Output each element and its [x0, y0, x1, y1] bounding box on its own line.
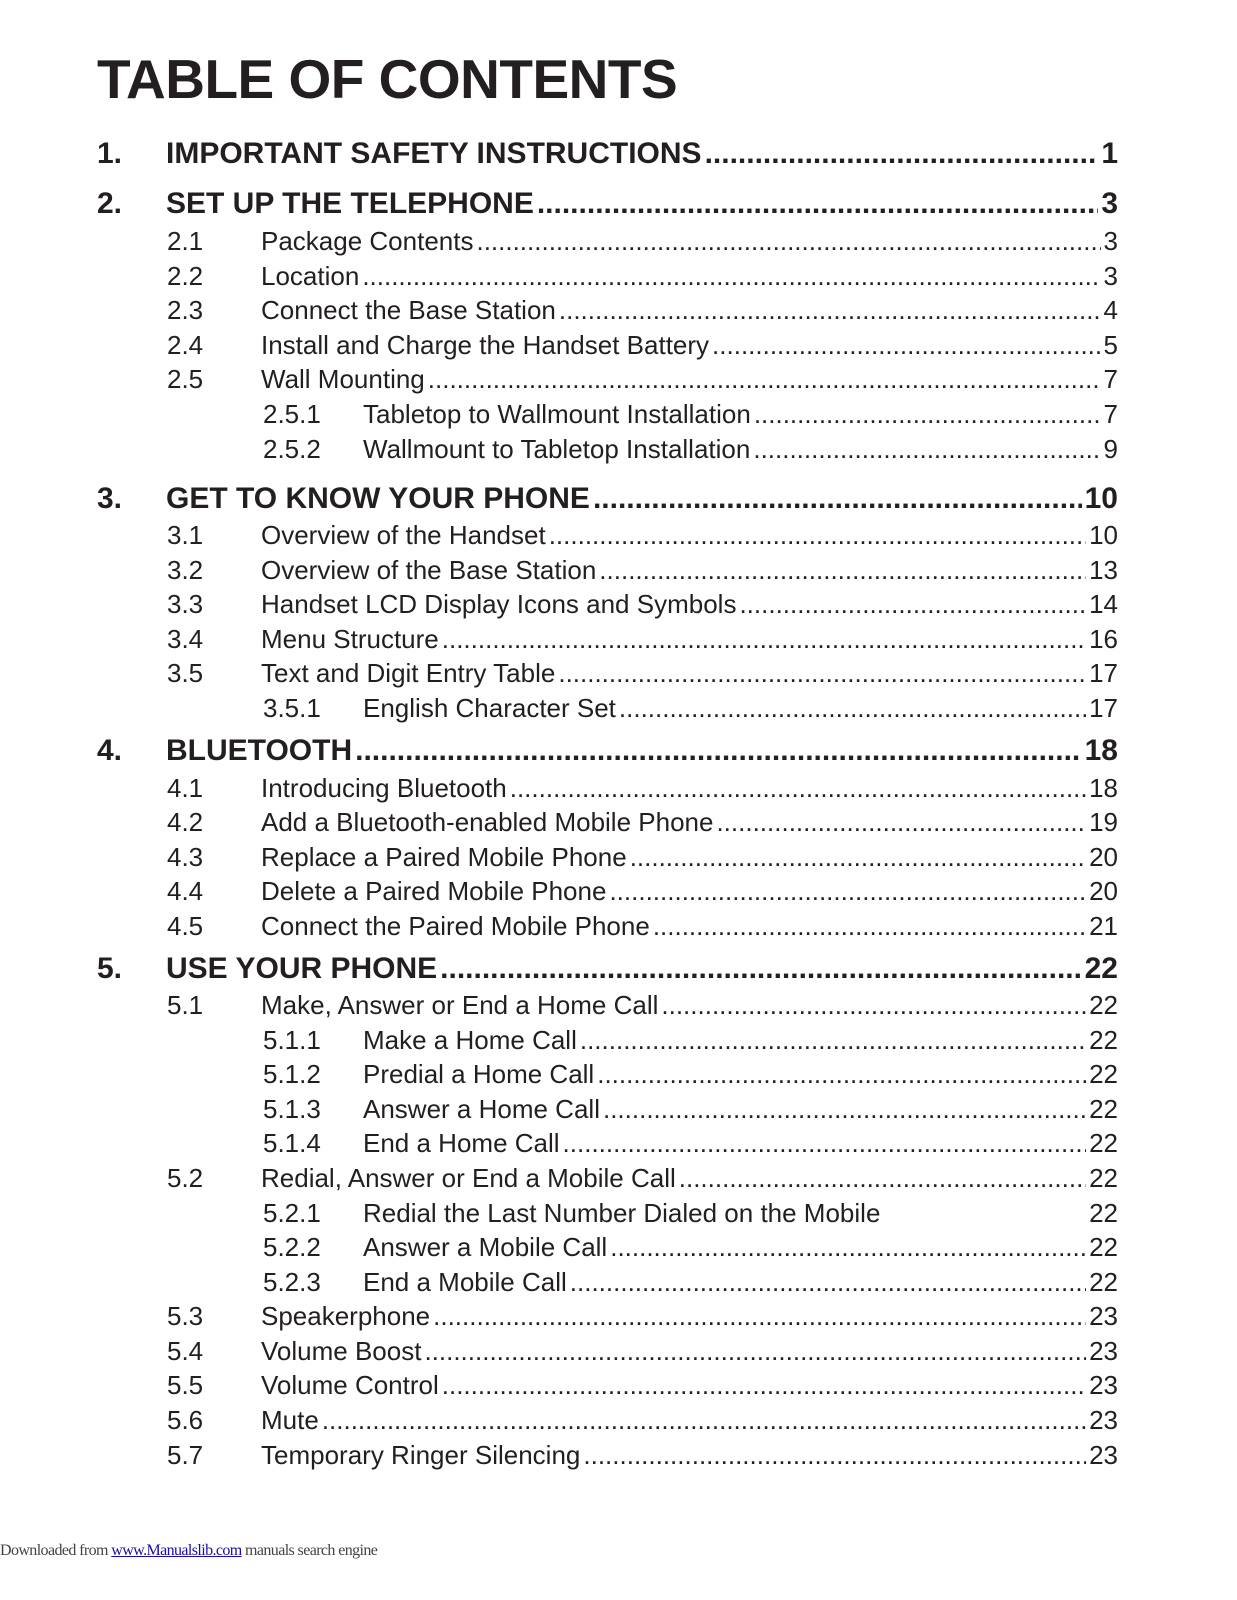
toc-entry-number: 3.3 [167, 589, 204, 619]
manualslib-link[interactable]: www.Manualslib.com [111, 1542, 242, 1559]
toc-entry-page: 23 [1089, 1440, 1118, 1470]
toc-entry-label: GET TO KNOW YOUR PHONE [166, 482, 590, 515]
toc-entry-3-5[interactable] [167, 658, 1118, 692]
toc-entry-label: Overview of the Base Station [261, 555, 597, 585]
toc-entry-label: Wallmount to Tabletop Installation [363, 434, 751, 464]
toc-entry-2-5-1[interactable] [263, 399, 1118, 433]
toc-entry-number: 5.4 [167, 1336, 204, 1366]
toc-entry-label: Mute [261, 1405, 319, 1435]
toc-entry-number: 5.3 [167, 1301, 204, 1331]
toc-entry-5-7[interactable] [167, 1440, 1118, 1474]
toc-entry-page: 17 [1089, 658, 1118, 688]
toc-entry-page: 1 [1101, 137, 1118, 170]
toc-leader-dots [599, 555, 1086, 586]
toc-entry-label: Location [261, 261, 360, 291]
toc-entry-number: 4.3 [167, 842, 204, 872]
toc-leader-dots [739, 589, 1086, 620]
toc-leader-dots [558, 658, 1086, 689]
toc-entry-label: Volume Boost [261, 1336, 422, 1366]
toc-entry-label: Temporary Ringer Silencing [261, 1440, 581, 1470]
toc-leader-dots [433, 1301, 1086, 1332]
toc-entry-number: 5.1 [167, 990, 204, 1020]
toc-entry-page: 20 [1089, 842, 1118, 872]
toc-entry-label: Tabletop to Wallmount Installation [363, 399, 751, 429]
toc-entry-label: Predial a Home Call [363, 1059, 595, 1089]
toc-entry-5-2-2[interactable] [263, 1232, 1118, 1266]
toc-leader-dots [712, 330, 1100, 361]
toc-entry-4-1[interactable] [167, 773, 1118, 807]
toc-entry-2-5-2[interactable] [263, 434, 1118, 468]
toc-entry-page: 3 [1101, 187, 1118, 220]
toc-leader-dots [679, 1163, 1086, 1194]
toc-entry-number: 3.5.1 [263, 693, 321, 723]
toc-entry-label: English Character Set [363, 693, 616, 723]
toc-entry-page: 21 [1089, 911, 1118, 941]
toc-entry-label: Answer a Mobile Call [363, 1232, 608, 1262]
toc-entry-label: End a Home Call [363, 1128, 560, 1158]
toc-entry-2-1[interactable] [167, 226, 1118, 260]
toc-entry-2-5[interactable] [167, 364, 1118, 398]
toc-entry-number: 2.4 [167, 330, 204, 360]
toc-entry-2-2[interactable] [167, 261, 1118, 295]
toc-entry-4-5[interactable] [167, 911, 1118, 945]
toc-entry-label: Redial the Last Number Dialed on the Mobile [363, 1198, 881, 1228]
toc-entry-page: 16 [1089, 624, 1118, 654]
toc-entry-page: 20 [1089, 876, 1118, 906]
toc-entry-page: 3 [1103, 261, 1118, 291]
toc-leader-dots [653, 911, 1086, 942]
toc-entry-label: Delete a Paired Mobile Phone [261, 876, 607, 906]
toc-leader-dots [753, 434, 1100, 465]
toc-leader-dots [630, 842, 1086, 873]
toc-leader-dots [580, 1025, 1086, 1056]
toc-entry-page: 22 [1084, 952, 1118, 985]
toc-entry-label: Add a Bluetooth-enabled Mobile Phone [261, 807, 714, 837]
toc-leader-dots [754, 399, 1101, 430]
toc-leader-dots [440, 952, 1081, 986]
toc-entry-number: 4.5 [167, 911, 204, 941]
toc-entry-label: Overview of the Handset [261, 520, 546, 550]
toc-entry-number: 5. [97, 952, 123, 985]
toc-leader-dots [322, 1405, 1086, 1436]
toc-entry-label: Handset LCD Display Icons and Symbols [261, 589, 737, 619]
toc-entry-label: Make, Answer or End a Home Call [261, 990, 659, 1020]
toc-entry-number: 1. [97, 137, 123, 170]
toc-entry-5-6[interactable] [167, 1405, 1118, 1439]
toc-entry-number: 2.1 [167, 226, 204, 256]
footer [0, 1542, 377, 1560]
toc-entry-number: 2.2 [167, 261, 204, 291]
toc-entry-4-4[interactable] [167, 876, 1118, 910]
toc-entry-page: 7 [1103, 399, 1118, 429]
toc-entry-3-5-1[interactable] [263, 693, 1118, 727]
toc-entry-5-3[interactable] [167, 1301, 1118, 1335]
toc-leader-dots [603, 1094, 1086, 1125]
toc-leader-dots [355, 734, 1082, 768]
toc-entry-number: 5.2.2 [263, 1232, 321, 1262]
toc-entry-number: 5.2.1 [263, 1198, 321, 1228]
page-title: TABLE OF CONTENTS [97, 48, 678, 110]
toc-leader-dots [442, 1370, 1086, 1401]
toc-entry-label: SET UP THE TELEPHONE [166, 187, 534, 220]
toc-entry-page: 22 [1089, 1025, 1118, 1055]
toc-entry-number: 4. [97, 734, 123, 767]
toc-leader-dots [537, 187, 1098, 221]
toc-entry-page: 22 [1089, 1128, 1118, 1158]
toc-entry-page: 9 [1103, 434, 1118, 464]
toc-leader-dots [428, 364, 1101, 395]
toc-entry-3-2[interactable] [167, 555, 1118, 589]
toc-entry-page: 22 [1089, 1094, 1118, 1124]
toc-entry-5-1-3[interactable] [263, 1094, 1118, 1128]
toc-entry-page: 10 [1084, 482, 1118, 515]
toc-leader-dots [610, 1232, 1086, 1263]
toc-entry-4-3[interactable] [167, 842, 1118, 876]
toc-entry-label: USE YOUR PHONE [166, 952, 438, 985]
toc-entry-5-1-1[interactable] [263, 1025, 1118, 1059]
toc-leader-dots [570, 1267, 1086, 1298]
toc-entry-page: 18 [1084, 734, 1118, 767]
toc-entry-number: 2.3 [167, 295, 204, 325]
toc-entry-number: 5.1.2 [263, 1059, 321, 1089]
toc-entry-page: 14 [1089, 589, 1118, 619]
toc-leader-dots [559, 295, 1101, 326]
footer-prefix: Downloaded from [0, 1542, 112, 1559]
toc-entry-number: 5.1.4 [263, 1128, 321, 1158]
toc-entry-number: 2. [97, 187, 123, 220]
toc-entry-page: 17 [1089, 693, 1118, 723]
toc-entry-label: Connect the Base Station [261, 295, 556, 325]
toc-entry-number: 3.4 [167, 624, 204, 654]
toc-entry-number: 5.2 [167, 1163, 204, 1193]
toc-entry-1[interactable] [97, 137, 1118, 175]
toc-entry-label: Answer a Home Call [363, 1094, 600, 1124]
toc-entry-3[interactable] [97, 482, 1118, 520]
toc-entry-page: 22 [1089, 990, 1118, 1020]
toc-entry-4-2[interactable] [167, 807, 1118, 841]
toc-entry-page: 4 [1103, 295, 1118, 325]
toc-entry-2-3[interactable] [167, 295, 1118, 329]
toc-entry-label: Redial, Answer or End a Mobile Call [261, 1163, 676, 1193]
toc-leader-dots [661, 990, 1086, 1021]
toc-entry-label: Make a Home Call [363, 1025, 577, 1055]
toc-entry-page: 10 [1089, 520, 1118, 550]
toc-entry-5-4[interactable] [167, 1336, 1118, 1370]
toc-entry-page: 23 [1089, 1301, 1118, 1331]
toc-entry-page: 13 [1089, 555, 1118, 585]
toc-entry-page: 18 [1089, 773, 1118, 803]
toc-entry-number: 5.1.1 [263, 1025, 321, 1055]
toc-entry-5-1-2[interactable] [263, 1059, 1118, 1093]
toc-leader-dots [609, 876, 1086, 907]
toc-entry-number: 3. [97, 482, 123, 515]
toc-entry-5[interactable] [97, 952, 1118, 990]
toc-entry-2[interactable] [97, 187, 1118, 225]
toc-entry-number: 3.5 [167, 658, 204, 688]
toc-entry-page: 22 [1089, 1059, 1118, 1089]
toc-entry-label: Package Contents [261, 226, 474, 256]
toc-entry-page: 3 [1103, 226, 1118, 256]
toc-entry-label: Connect the Paired Mobile Phone [261, 911, 650, 941]
toc-entry-5-1-4[interactable] [263, 1128, 1118, 1162]
toc-entry-number: 4.2 [167, 807, 204, 837]
toc-entry-label: BLUETOOTH [166, 734, 353, 767]
toc-entry-label: Replace a Paired Mobile Phone [261, 842, 627, 872]
toc-leader-dots [705, 137, 1099, 171]
toc-entry-4[interactable] [97, 734, 1118, 772]
toc-leader-dots [442, 624, 1086, 655]
toc-leader-dots [476, 226, 1100, 257]
toc-entry-page: 7 [1103, 364, 1118, 394]
toc-entry-page: 23 [1089, 1370, 1118, 1400]
toc-entry-label: End a Mobile Call [363, 1267, 567, 1297]
toc-entry-3-1[interactable] [167, 520, 1118, 554]
toc-entry-number: 5.6 [167, 1405, 204, 1435]
toc-leader-dots [510, 773, 1086, 804]
toc-entry-number: 4.4 [167, 876, 204, 906]
toc-entry-5-5[interactable] [167, 1370, 1118, 1404]
toc-leader-dots [593, 482, 1082, 516]
toc-entry-page: 22 [1089, 1163, 1118, 1193]
toc-entry-label: Menu Structure [261, 624, 439, 654]
toc-leader-dots [424, 1336, 1086, 1367]
toc-entry-number: 5.7 [167, 1440, 204, 1470]
toc-entry-page: 22 [1089, 1267, 1118, 1297]
toc-entry-label: Introducing Bluetooth [261, 773, 507, 803]
toc-leader-dots [362, 261, 1100, 292]
toc-leader-dots [563, 1128, 1087, 1159]
toc-entry-page: 5 [1103, 330, 1118, 360]
toc-leader-dots [549, 520, 1086, 551]
toc-leader-dots [619, 693, 1086, 724]
toc-entry-label: Text and Digit Entry Table [261, 658, 556, 688]
toc-entry-5-2-1[interactable] [263, 1198, 1118, 1232]
toc-entry-page: 23 [1089, 1336, 1118, 1366]
toc-entry-number: 2.5.1 [263, 399, 321, 429]
toc-entry-page: 23 [1089, 1405, 1118, 1435]
toc-entry-number: 2.5.2 [263, 434, 321, 464]
toc-entry-2-4[interactable] [167, 330, 1118, 364]
toc-leader-dots [583, 1440, 1086, 1471]
toc-entry-label: IMPORTANT SAFETY INSTRUCTIONS [166, 137, 702, 170]
toc-entry-3-3[interactable] [167, 589, 1118, 623]
toc-entry-number: 3.2 [167, 555, 204, 585]
toc-entry-label: Volume Control [261, 1370, 439, 1400]
toc-entry-page: 22 [1089, 1198, 1118, 1228]
toc-entry-label: Install and Charge the Handset Battery [261, 330, 710, 360]
toc-leader-dots [597, 1059, 1086, 1090]
footer-suffix: manuals search engine [241, 1542, 378, 1559]
toc-leader-dots [716, 807, 1086, 838]
toc-entry-5-2-3[interactable] [263, 1267, 1118, 1301]
toc-entry-number: 3.1 [167, 520, 204, 550]
toc-entry-label: Wall Mounting [261, 364, 425, 394]
toc-entry-number: 4.1 [167, 773, 204, 803]
toc-entry-5-1[interactable] [167, 990, 1118, 1024]
toc-entry-3-4[interactable] [167, 624, 1118, 658]
toc-entry-number: 2.5 [167, 364, 204, 394]
toc-entry-number: 5.2.3 [263, 1267, 321, 1297]
toc-entry-label: Speakerphone [261, 1301, 431, 1331]
toc-entry-number: 5.5 [167, 1370, 204, 1400]
toc-entry-number: 5.1.3 [263, 1094, 321, 1124]
toc-entry-page: 22 [1089, 1232, 1118, 1262]
toc-entry-5-2[interactable] [167, 1163, 1118, 1197]
toc-entry-page: 19 [1089, 807, 1118, 837]
